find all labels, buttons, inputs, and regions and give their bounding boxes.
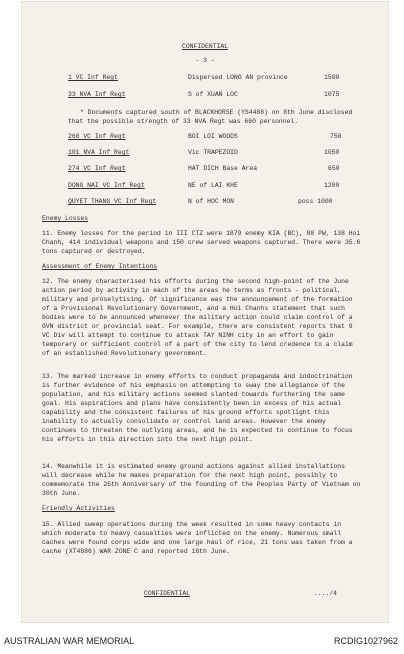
- unit-name: 268 VC Inf Regt: [68, 133, 126, 140]
- paragraph-15: 15. Allied sweep operations during the week resulted in some heavy contacts in which moderate to heavy casualties were inflicted on the enemy. Numerous small caches were found corps wide and one large haul of rice, 21 tons was taken from a cache (XT4686) WAR ZONE C and reported 18th June.: [42, 521, 353, 555]
- unit-location: NE of LAI KHE: [188, 182, 238, 189]
- document-page: [22, 2, 388, 622]
- paragraph-12: 12. The enemy characterised his efforts during the second high-point of the June action period by activity in each of the areas he terms as fronts - political, military and proselytising. Of significance was the announcement of the formation of a Provisional Revolutionary Government, and a Hoi Chanhs statement that such bodies were to be announced whenever the military action could claim control of a GVN district or provincial seat. For example, there are consistent reports that 9 VC Div will attempt to continue to attack TAY NINH city in an effort to gain temporary or sufficient control of a part of the city to lend credence to a claim of an established Revolutionary government.: [42, 278, 353, 357]
- classification-header: CONFIDENTIAL: [181, 43, 229, 50]
- unit-location: HAT DICH Base Area: [188, 165, 258, 172]
- unit-location: N of HOC MON: [188, 198, 235, 205]
- unit-strength: 650: [328, 165, 340, 172]
- unit-strength: 1075: [324, 91, 340, 98]
- unit-name: 101 NVA Inf Regt: [68, 149, 130, 156]
- unit-name: 1 VC Inf Regt: [68, 74, 118, 81]
- unit-location: Vic TRAPEZOID: [188, 149, 238, 156]
- unit-strength: 1200: [324, 182, 340, 189]
- unit-location: BOI LOI WOODS: [188, 133, 238, 140]
- archive-institution: AUSTRALIAN WAR MEMORIAL: [4, 636, 135, 646]
- paragraph-14: 14. Meanwhile it is estimated enemy ground actions against allied installations will decrease while he makes preparation for the next high point, possibly to commemorate the 25th Anniversary of the founding of the Peoples Party of Vietnam on 30th June.: [42, 463, 361, 497]
- section-heading-assessment: Assessment of Enemy Intentions: [42, 263, 158, 270]
- continuation-marker: ..../4: [314, 590, 338, 597]
- section-heading-friendly: Friendly Activities: [42, 505, 115, 512]
- unit-strength: 1050: [324, 149, 340, 156]
- unit-name: 33 NVA Inf Regt: [68, 91, 126, 98]
- unit-strength: poss 1000: [298, 198, 333, 205]
- paragraph-11: 11. Enemy losses for the period in III CTZ were 1879 enemy KIA (BC), 88 PW, 138 Hoi Chanh, 414 individual weapons and 150 crew served weapons captured. There were 35.6 tons captured or destroyed.: [42, 230, 361, 255]
- paragraph-13: 13. The marked increase in enemy efforts to conduct propaganda and indoctrination is further evidence of his emphasis on attempting to sway the allegiance of the population, and his military actions seemed slanted towards furthering the same goal. His aspirations and plans have consistently been in excess of his actual capability and the consistent failures of his ground efforts spotlight this inability to actually consolidate or control land areas. However the enemy continues to threaten the outlying areas, and he is expected to continue to focus his efforts in this direction into the next high point.: [42, 373, 353, 443]
- archive-reference: RCDIG1027962: [333, 636, 398, 646]
- unit-name: DONG NAI VC Inf Regt: [68, 182, 145, 189]
- unit-location: Dispersed LONG AN province: [188, 74, 288, 81]
- unit-name: 274 VC Inf Regt: [68, 165, 126, 172]
- unit-location: S of XUAN LOC: [188, 91, 238, 98]
- section-heading-enemy-losses: Enemy Losses: [42, 215, 89, 222]
- unit-strength: 1500: [324, 74, 340, 81]
- unit-name: QUYET THANG VC Inf Regt: [68, 198, 157, 205]
- page-number: - 3 -: [195, 57, 215, 64]
- footnote: * Documents captured south of BLACKHORSE (YS4488) on 8th June disclosed that the possible strength of 33 NVA Regt was 660 personnel.: [68, 109, 353, 125]
- classification-footer: CONFIDENTIAL: [144, 590, 191, 597]
- unit-strength: 750: [330, 133, 342, 140]
